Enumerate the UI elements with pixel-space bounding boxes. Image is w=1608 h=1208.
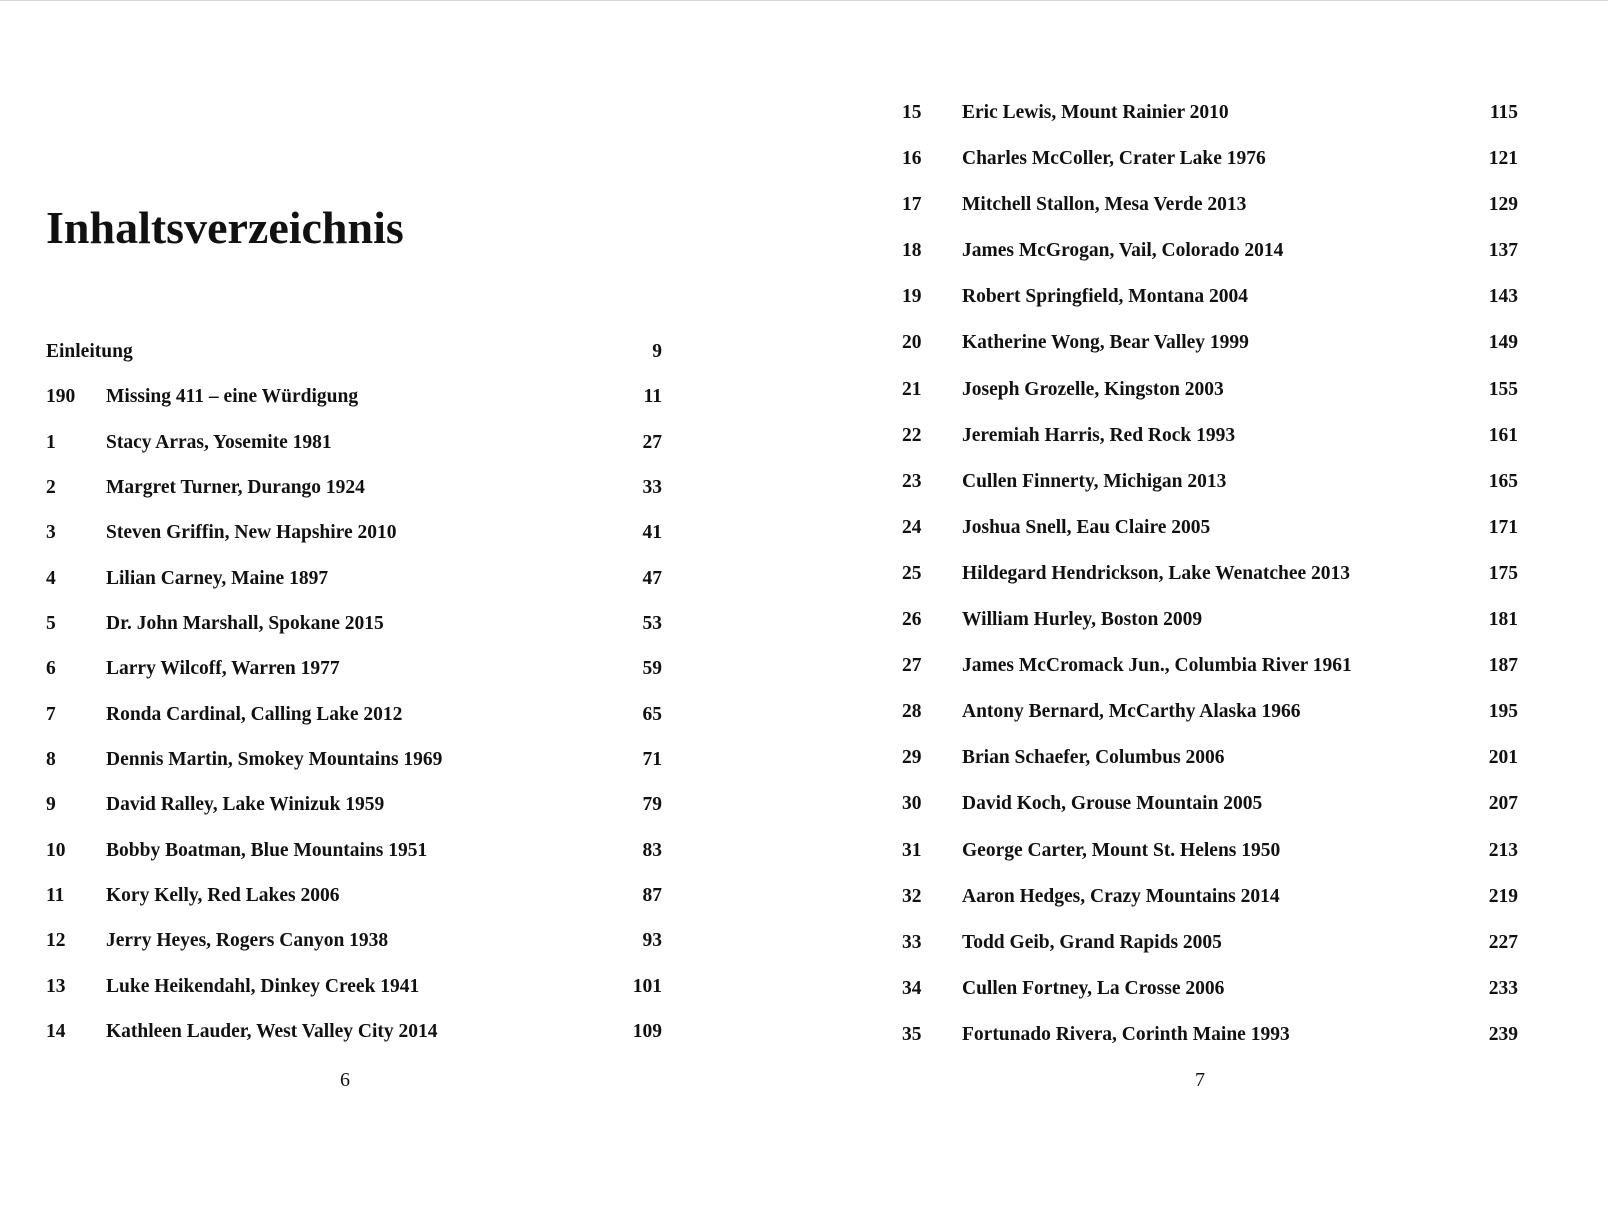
toc-entry-title: Cullen Fortney, La Crosse 2006 xyxy=(962,977,1225,999)
toc-entry-title: Cullen Finnerty, Michigan 2013 xyxy=(962,470,1227,492)
toc-entry-number: 21 xyxy=(902,378,922,400)
toc-entry-number: 7 xyxy=(46,703,56,725)
toc-entry-number: 22 xyxy=(902,424,922,446)
toc-entry xyxy=(46,427,662,459)
toc-entry-title: David Koch, Grouse Mountain 2005 xyxy=(962,793,1263,815)
toc-entry xyxy=(902,788,1518,820)
toc-entry-title: Dennis Martin, Smokey Mountains 1969 xyxy=(106,749,443,771)
toc-entry-page: 59 xyxy=(642,658,662,680)
toc-entry-page: 101 xyxy=(632,975,662,997)
toc-entry-page: 175 xyxy=(1488,562,1518,584)
toc-entry-number: 23 xyxy=(902,470,922,492)
toc-entry-title: Kathleen Lauder, West Valley City 2014 xyxy=(106,1021,438,1043)
toc-entry-page: 137 xyxy=(1488,240,1518,262)
toc-entry-number: 27 xyxy=(902,655,922,677)
toc-entry-page: 41 xyxy=(642,522,662,544)
toc-entry xyxy=(902,374,1518,406)
toc-entry-title: Lilian Carney, Maine 1897 xyxy=(106,567,329,589)
toc-entry-number: 16 xyxy=(902,148,922,170)
toc-entry-number: 29 xyxy=(902,747,922,769)
toc-entry-title: Steven Griffin, New Hapshire 2010 xyxy=(106,522,397,544)
toc-entry-page: 187 xyxy=(1488,655,1518,677)
toc-entry-title: Joseph Grozelle, Kingston 2003 xyxy=(962,378,1224,400)
toc-entry-number: 5 xyxy=(46,613,56,635)
toc-entry-title: Brian Schaefer, Columbus 2006 xyxy=(962,747,1225,769)
toc-entry xyxy=(902,742,1518,774)
toc-entry-number: 1 xyxy=(46,431,56,453)
toc-entry xyxy=(46,563,662,595)
toc-entry xyxy=(902,466,1518,498)
toc-entry-title: Joshua Snell, Eau Claire 2005 xyxy=(962,516,1211,538)
toc-entry-page: 47 xyxy=(642,567,662,589)
toc-entry xyxy=(902,1019,1518,1051)
toc-entry-title: Jeremiah Harris, Red Rock 1993 xyxy=(962,424,1236,446)
toc-entry-page: 227 xyxy=(1488,931,1518,953)
toc-entry-page: 155 xyxy=(1488,378,1518,400)
toc-entry-title: Kory Kelly, Red Lakes 2006 xyxy=(106,885,340,907)
toc-entry xyxy=(46,789,662,821)
toc-entry-number: 8 xyxy=(46,749,56,771)
toc-entry-page: 165 xyxy=(1488,470,1518,492)
toc-list-left xyxy=(46,336,662,1062)
toc-entry-page: 53 xyxy=(642,613,662,635)
toc-entry-page: 181 xyxy=(1488,609,1518,631)
toc-entry xyxy=(46,744,662,776)
toc-entry-title: Robert Springfield, Montana 2004 xyxy=(962,286,1249,308)
toc-entry-number: 18 xyxy=(902,240,922,262)
toc-entry xyxy=(46,472,662,504)
toc-entry-title: Charles McColler, Crater Lake 1976 xyxy=(962,148,1266,170)
toc-entry-page: 83 xyxy=(642,839,662,861)
toc-entry-title: Hildegard Hendrickson, Lake Wenatchee 2013 xyxy=(962,562,1351,584)
toc-entry xyxy=(902,143,1518,175)
toc-entry xyxy=(902,558,1518,590)
toc-entry xyxy=(46,925,662,957)
toc-entry-title: Eric Lewis, Mount Rainier 2010 xyxy=(962,102,1229,123)
toc-list-right xyxy=(902,97,1518,1065)
toc-entry-title: Luke Heikendahl, Dinkey Creek 1941 xyxy=(106,975,420,997)
toc-entry-number: 12 xyxy=(46,930,66,952)
toc-entry-title: Bobby Boatman, Blue Mountains 1951 xyxy=(106,839,428,861)
toc-entry-page: 93 xyxy=(642,930,662,952)
toc-entry-page: 219 xyxy=(1488,885,1518,907)
toc-entry-title: David Ralley, Lake Winizuk 1959 xyxy=(106,794,385,816)
toc-entry xyxy=(902,881,1518,913)
toc-entry-number: 31 xyxy=(902,839,922,861)
toc-entry-number: 3 xyxy=(46,522,56,544)
toc-entry-page: 11 xyxy=(643,386,662,408)
toc-entry-number: 15 xyxy=(902,102,922,123)
right-page xyxy=(800,0,1608,1208)
toc-entry-title: James McGrogan, Vail, Colorado 2014 xyxy=(962,240,1284,262)
toc-entry-number: 30 xyxy=(902,793,922,815)
toc-entry-number: 9 xyxy=(46,794,56,816)
toc-entry-page: 239 xyxy=(1488,1023,1518,1045)
toc-entry-number: 4 xyxy=(46,567,56,589)
toc-entry xyxy=(902,420,1518,452)
toc-entry xyxy=(902,604,1518,636)
toc-entry-title: Stacy Arras, Yosemite 1981 xyxy=(106,431,332,453)
toc-entry-title: James McCromack Jun., Columbia River 1961 xyxy=(962,655,1352,677)
toc-entry-title: Aaron Hedges, Crazy Mountains 2014 xyxy=(962,885,1280,907)
toc-entry-title: William Hurley, Boston 2009 xyxy=(962,609,1203,631)
toc-entry-page: 109 xyxy=(632,1021,662,1043)
toc-entry-page: 65 xyxy=(642,703,662,725)
toc-entry-number: 13 xyxy=(46,975,66,997)
toc-entry-page: 9 xyxy=(652,341,662,362)
toc-entry-title: Antony Bernard, McCarthy Alaska 1966 xyxy=(962,701,1301,723)
page-number-left: 6 xyxy=(340,1069,350,1091)
toc-entry-title: Katherine Wong, Bear Valley 1999 xyxy=(962,332,1249,354)
toc-entry-number: 14 xyxy=(46,1021,66,1043)
toc-entry-number: 32 xyxy=(902,885,922,907)
toc-entry-page: 143 xyxy=(1488,286,1518,308)
toc-entry-number: 6 xyxy=(46,658,56,680)
toc-entry xyxy=(902,696,1518,728)
toc-entry xyxy=(902,281,1518,313)
page-title: Inhaltsverzeichnis xyxy=(46,202,404,253)
toc-entry-title: Missing 411 – eine Würdigung xyxy=(106,386,359,408)
toc-entry xyxy=(902,189,1518,221)
toc-entry-einleitung xyxy=(46,336,662,368)
toc-entry-page: 201 xyxy=(1488,747,1518,769)
toc-entry xyxy=(46,517,662,549)
toc-entry-title: Todd Geib, Grand Rapids 2005 xyxy=(962,931,1222,953)
toc-entry-number: 35 xyxy=(902,1023,922,1045)
left-page xyxy=(0,0,800,1208)
toc-entry xyxy=(46,381,662,413)
page-number-right: 7 xyxy=(1195,1069,1205,1091)
toc-entry-number: 25 xyxy=(902,562,922,584)
toc-entry-title: Jerry Heyes, Rogers Canyon 1938 xyxy=(106,930,389,952)
toc-entry-title: Ronda Cardinal, Calling Lake 2012 xyxy=(106,703,403,725)
toc-entry xyxy=(46,835,662,867)
toc-entry-number: 34 xyxy=(902,977,922,999)
toc-entry-page: 233 xyxy=(1488,977,1518,999)
toc-entry xyxy=(46,1016,662,1048)
toc-entry-page: 71 xyxy=(642,749,662,771)
toc-entry-page: 27 xyxy=(642,431,662,453)
toc-entry xyxy=(902,650,1518,682)
toc-entry xyxy=(902,327,1518,359)
toc-entry xyxy=(46,699,662,731)
toc-entry-page: 33 xyxy=(642,477,662,499)
toc-entry-page: 87 xyxy=(642,885,662,907)
toc-entry-number: 26 xyxy=(902,609,922,631)
toc-entry xyxy=(46,880,662,912)
toc-entry-page: 129 xyxy=(1488,194,1518,216)
toc-entry-page: 115 xyxy=(1489,102,1518,123)
toc-entry-number: 33 xyxy=(902,931,922,953)
toc-entry-number: 20 xyxy=(902,332,922,354)
toc-entry-page: 213 xyxy=(1488,839,1518,861)
toc-entry-number: 28 xyxy=(902,701,922,723)
toc-entry xyxy=(902,235,1518,267)
toc-entry xyxy=(46,971,662,1003)
toc-entry-number: 24 xyxy=(902,516,922,538)
toc-entry xyxy=(46,608,662,640)
toc-entry-page: 207 xyxy=(1488,793,1518,815)
toc-entry-title: Einleitung xyxy=(46,341,133,362)
toc-entry-page: 79 xyxy=(642,794,662,816)
toc-entry-number: 10 xyxy=(46,839,66,861)
toc-entry-title: Margret Turner, Durango 1924 xyxy=(106,477,365,499)
toc-entry-title: Fortunado Rivera, Corinth Maine 1993 xyxy=(962,1023,1290,1045)
toc-entry-page: 121 xyxy=(1488,148,1518,170)
toc-entry-page: 171 xyxy=(1488,516,1518,538)
toc-entry xyxy=(902,512,1518,544)
toc-entry-number: 190 xyxy=(46,386,76,408)
toc-entry xyxy=(902,97,1518,129)
toc-entry-page: 161 xyxy=(1488,424,1518,446)
toc-entry-number: 2 xyxy=(46,477,56,499)
toc-entry-number: 19 xyxy=(902,286,922,308)
toc-entry-title: Larry Wilcoff, Warren 1977 xyxy=(106,658,340,680)
toc-entry-title: Dr. John Marshall, Spokane 2015 xyxy=(106,613,384,635)
toc-entry-number: 11 xyxy=(46,885,65,907)
toc-entry-page: 149 xyxy=(1488,332,1518,354)
toc-entry-page: 195 xyxy=(1488,701,1518,723)
toc-entry-title: George Carter, Mount St. Helens 1950 xyxy=(962,839,1281,861)
toc-entry xyxy=(46,653,662,685)
toc-entry xyxy=(902,835,1518,867)
toc-entry-number: 17 xyxy=(902,194,922,216)
toc-entry xyxy=(902,927,1518,959)
toc-entry xyxy=(902,973,1518,1005)
toc-entry-title: Mitchell Stallon, Mesa Verde 2013 xyxy=(962,194,1247,216)
